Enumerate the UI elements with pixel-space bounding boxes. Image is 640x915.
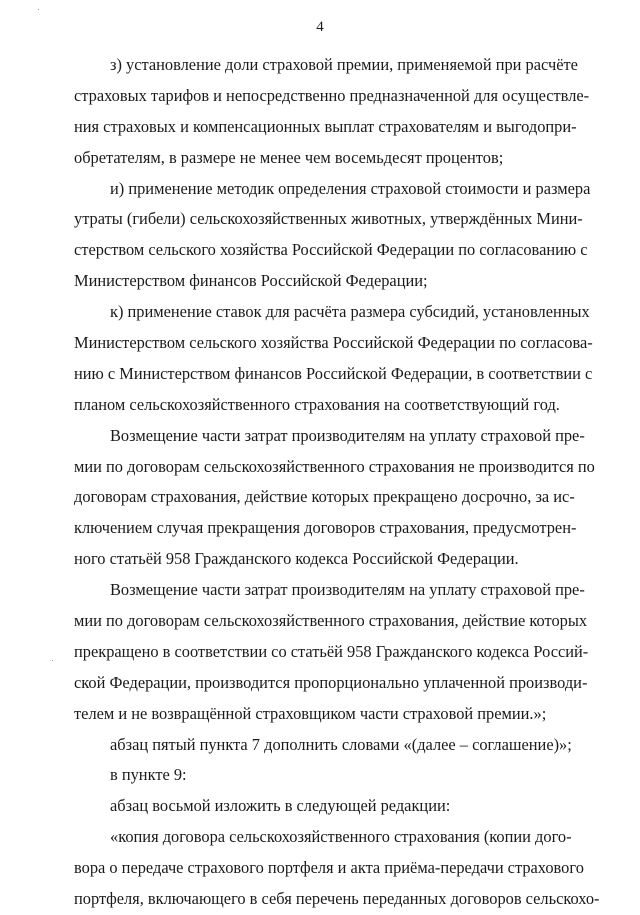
text-line: утраты (гибели) сельскохозяйственных животных, утверждённых Мини- [74,209,583,229]
text-line: обретателям, в размере не менее чем восемьдесят процентов; [74,147,504,167]
text-line: абзац пятый пункта 7 дополнить словами «(далее – соглашение)»; [110,734,572,754]
text-line: ного статьёй 958 Гражданского кодекса Российской Федерации. [74,549,519,569]
text-line: Возмещение части затрат производителям на уплату страховой пре- [110,580,585,600]
text-line: ключением случая прекращения договоров страхования, предусмотрен- [74,518,577,538]
text-line: телем и не возвращённой страховщиком части страховой премии.»; [74,703,547,723]
scan-speck [38,9,39,10]
text-line: в пункте 9: [110,765,187,785]
text-line: вора о передаче страхового портфеля и акта приёма-передачи страхового [74,858,584,878]
page-number: 4 [316,19,324,35]
text-line: Министерством финансов Российской Федерации; [74,271,428,291]
text-line: з) установление доли страховой премии, применяемой при расчёте [110,55,578,74]
text-line: мии по договорам сельскохозяйственного страхования не производится по [74,456,595,476]
text-line: ния страховых и компенсационных выплат страхователям и выгодопри- [74,116,577,136]
document-body [74,50,600,915]
text-line: страховых тарифов и непосредственно предназначенной для осуществле- [74,85,590,105]
text-line: абзац восьмой изложить в следующей редакции: [110,796,451,816]
text-line: Министерством сельского хозяйства Российской Федерации по согласова- [74,333,593,353]
text-line: стерством сельского хозяйства Российской Федерации по согласованию с [74,240,588,260]
text-line: «копия договора сельскохозяйственного страхования (копии дого- [110,827,572,847]
text-line: договорам страхования, действие которых прекращено досрочно, за ис- [74,487,575,507]
text-line: к) применение ставок для расчёта размера субсидий, установленных [110,302,590,322]
scan-speck [52,660,53,661]
text-line: Возмещение части затрат производителям на уплату страховой пре- [110,425,585,445]
text-line: мии по договорам сельскохозяйственного страхования, действие которых [74,611,588,631]
text-line: нию с Министерством финансов Российской Федерации, в соответствии с [74,363,593,383]
text-line: планом сельскохозяйственного страхования на соответствующий год. [74,394,560,414]
text-line: и) применение методик определения страховой стоимости и размера [110,178,591,198]
text-line: портфеля, включающего в себя перечень переданных договоров сельскохо- [74,889,600,909]
text-line: прекращено в соответствии со статьёй 958 Гражданского кодекса Россий- [74,641,589,661]
text-line: ской Федерации, производится пропорционально уплаченной производи- [74,672,588,692]
